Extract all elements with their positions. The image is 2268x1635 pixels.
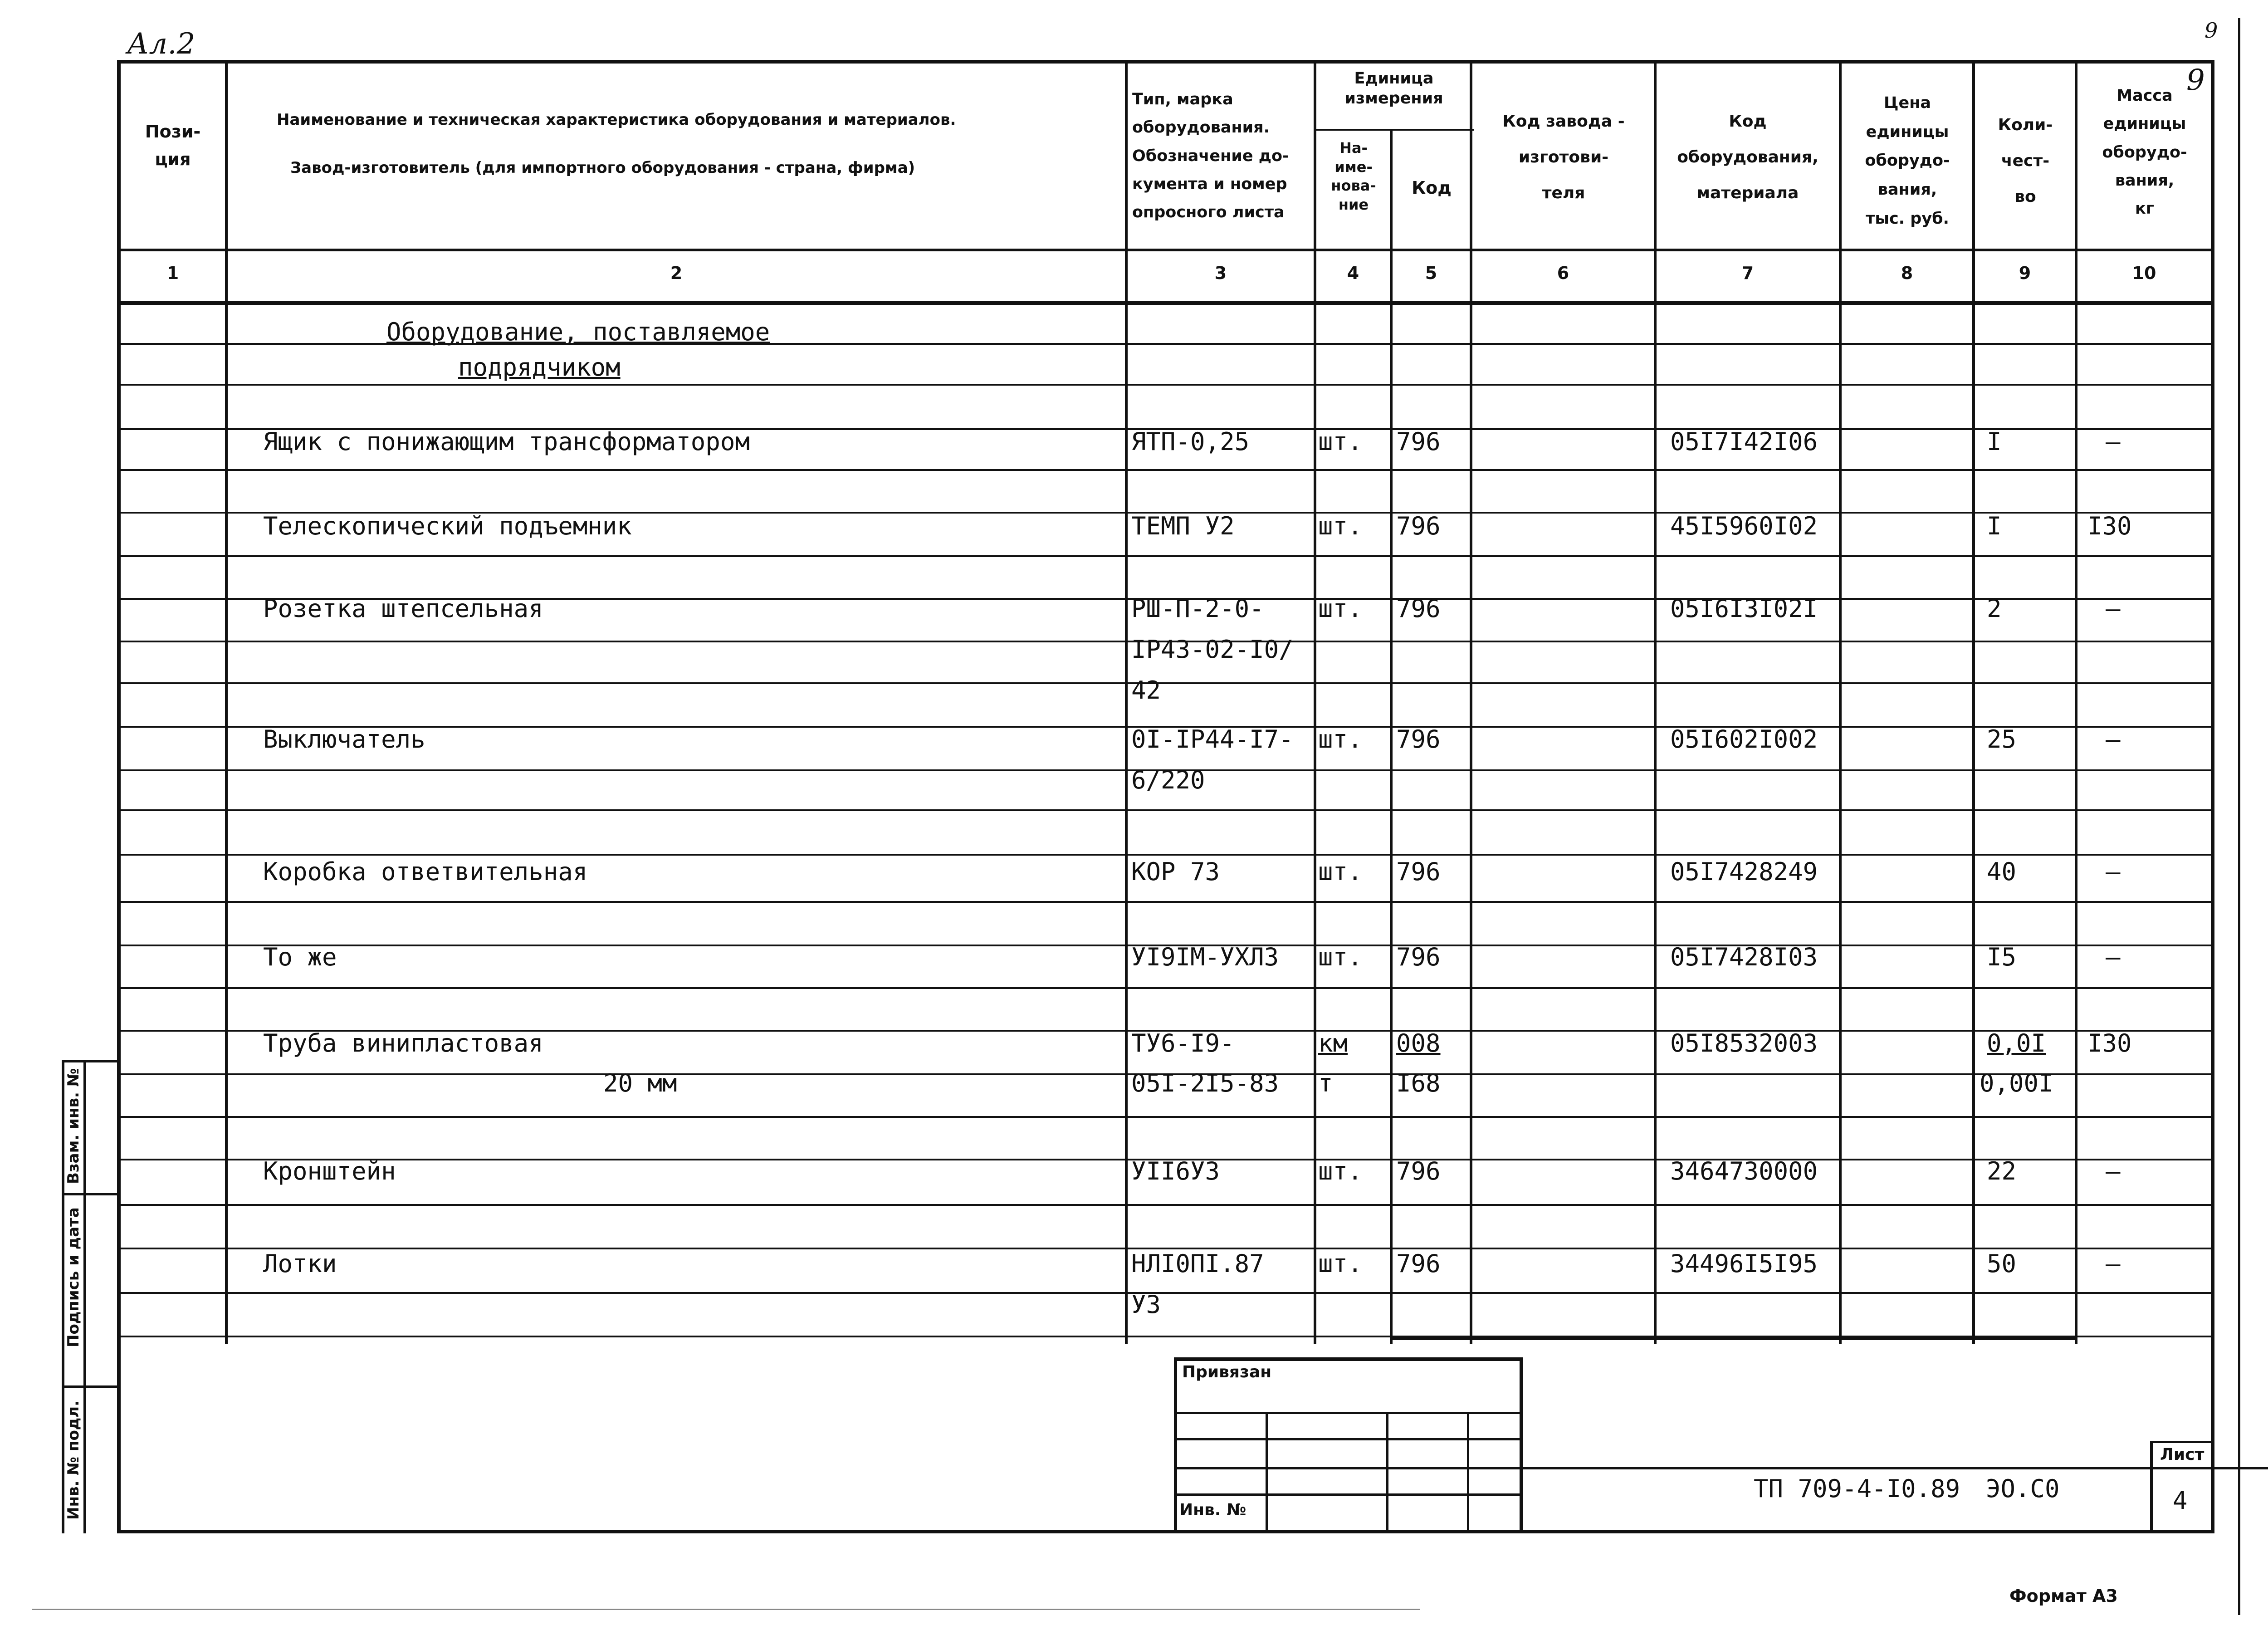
item-mass: – (2106, 725, 2121, 754)
row-line (117, 469, 2214, 471)
item-mass: – (2106, 943, 2121, 971)
hdr-price: Цена единицы оборудо- вания, тыс. руб. (1865, 94, 1950, 228)
frame-left (117, 60, 121, 1533)
item-quantity: 0,0I (1987, 1029, 2046, 1057)
item-quantity: I (1987, 512, 2002, 540)
item-quantity: I (1987, 427, 2002, 456)
format-label: Формат А3 (2009, 1586, 2118, 1606)
hdr-name-line2: Завод-изготовитель (для импортного оборудования - страна, фирма) (290, 159, 915, 177)
item-name: Коробка ответвительная (263, 857, 588, 886)
item-unit: шт. (1318, 512, 1363, 540)
item-mass: – (2106, 1249, 2121, 1278)
row-line (117, 854, 2214, 856)
tb-v2 (1386, 1412, 1388, 1533)
frame-top (117, 60, 2214, 64)
item-type: У3 (1131, 1290, 1161, 1319)
col-sep-5 (1470, 60, 1472, 1344)
tb-doc-suffix: ЭО.С0 (1986, 1474, 2060, 1503)
item-unit-code: 796 (1396, 857, 1441, 886)
tb-v1 (1266, 1412, 1268, 1533)
item-mass: I30 (2087, 512, 2132, 540)
tb-sheet-no: 4 (2173, 1486, 2188, 1515)
row-line (117, 809, 2214, 811)
item-type: ЯТП-0,25 (1131, 427, 1250, 456)
colnum-5: 5 (1425, 263, 1437, 283)
item-unit: шт. (1318, 1249, 1363, 1278)
item-unit-alt: т (1318, 1069, 1333, 1097)
item-unit: шт. (1318, 1157, 1363, 1185)
section-title-line1: Оборудование, поставляемое (386, 318, 770, 346)
item-material-code: 05I7I42I06 (1670, 427, 1818, 456)
item-quantity-alt: 0,00I (1980, 1069, 2053, 1097)
col-sep-8 (1972, 60, 1975, 1344)
item-name: То же (263, 943, 337, 971)
hdr-type: Тип, марка оборудования. Обозначение до- кумента и номер опросного листа (1132, 90, 1289, 222)
row-line (117, 1292, 2214, 1294)
item-name-detail: 20 мм (603, 1069, 677, 1097)
col-sep-7 (1839, 60, 1842, 1344)
tb-sheet-label: Лист (2160, 1445, 2204, 1464)
tb-sheet-box-left (2150, 1441, 2153, 1533)
item-type: УI9IМ-УХЛ3 (1131, 943, 1279, 971)
item-type: ТЕМП У2 (1131, 512, 1235, 540)
item-name: Ящик с понижающим трансформатором (263, 427, 750, 456)
item-unit: шт. (1318, 857, 1363, 886)
hdr-quantity: Коли- чест- во (1998, 116, 2053, 206)
side-stamp-signature: Подпись и дата (64, 1207, 83, 1347)
item-name: Выключатель (263, 725, 425, 754)
row-line (117, 384, 2214, 386)
tb-box-right (1520, 1357, 1523, 1533)
side-stamp-inv-podl: Инв. № подл. (64, 1400, 83, 1520)
tb-h4 (1174, 1493, 1522, 1496)
side-stamp-mid (83, 1060, 86, 1533)
side-stamp-div2 (62, 1385, 120, 1388)
col-sep-3 (1314, 60, 1316, 1344)
item-unit-code: 796 (1396, 512, 1441, 540)
item-material-code: 34496I5I95 (1670, 1249, 1818, 1278)
item-quantity: 40 (1987, 857, 2017, 886)
side-stamp-vzam: Взам. инв. № (64, 1068, 83, 1184)
item-name: Труба винипластовая (263, 1029, 543, 1057)
row-line (117, 1116, 2214, 1118)
section-title-line2: подрядчиком (458, 353, 621, 382)
colnum-6: 6 (1557, 263, 1569, 283)
tb-sheet-box-h (2150, 1441, 2214, 1443)
item-unit: шт. (1318, 943, 1363, 971)
hdr-line-2 (117, 301, 2214, 305)
colnum-4: 4 (1347, 263, 1359, 283)
corner-note: Ал.2 (127, 27, 196, 61)
item-quantity: 2 (1987, 594, 2002, 623)
frame-right (2211, 60, 2214, 1533)
item-type: IP43-02-I0/ (1131, 635, 1294, 664)
colnum-8: 8 (1901, 263, 1913, 283)
item-unit: шт. (1318, 594, 1363, 623)
item-unit-code: 796 (1396, 427, 1441, 456)
colnum-9: 9 (2019, 263, 2031, 283)
item-type: НЛI0ПI.87 (1131, 1249, 1264, 1278)
colnum-2: 2 (670, 263, 683, 283)
item-name: Кронштейн (263, 1157, 396, 1185)
col-sep-6 (1654, 60, 1657, 1344)
item-mass: I30 (2087, 1029, 2132, 1057)
item-mass: – (2106, 427, 2121, 456)
hdr-unit-name: На- име- нова- ние (1331, 139, 1376, 213)
colnum-10: 10 (2132, 263, 2156, 283)
item-material-code: 05I6I3I02I (1670, 594, 1818, 623)
hdr-name-line1: Наименование и техническая характеристика оборудования и материалов. (277, 111, 956, 129)
item-unit: шт. (1318, 725, 1363, 754)
col-sep-4 (1390, 129, 1393, 1344)
page-mark-handwritten: 9 (2186, 64, 2205, 97)
tb-h1 (1174, 1412, 1522, 1414)
tb-box-left (1174, 1357, 1177, 1533)
item-type: РШ-П-2-0- (1131, 594, 1264, 623)
tb-v3 (1467, 1412, 1469, 1533)
side-stamp-top (62, 1060, 120, 1062)
item-material-code: 05I8532003 (1670, 1029, 1818, 1057)
item-type: ТУ6-I9- (1131, 1029, 1235, 1057)
item-material-code: 05I7428I03 (1670, 943, 1818, 971)
tb-h3 (1174, 1467, 2268, 1469)
unit-sub-line (1315, 129, 1474, 131)
item-unit-code: 796 (1396, 943, 1441, 971)
item-quantity: 50 (1987, 1249, 2017, 1278)
item-material-code: 05I7428249 (1670, 857, 1818, 886)
item-type: КОР 73 (1131, 857, 1220, 886)
bottom-trim-line (32, 1609, 1420, 1610)
col-sep-9 (2075, 60, 2077, 1344)
row-line (117, 682, 2214, 684)
item-type: 42 (1131, 676, 1161, 705)
col-sep-2 (1125, 60, 1128, 1344)
row-line (117, 555, 2214, 557)
item-mass: – (2106, 1157, 2121, 1185)
item-name: Телескопический подъемник (263, 512, 632, 540)
item-type: 0I-IP44-I7- (1131, 725, 1294, 754)
item-unit-code: 008 (1396, 1029, 1441, 1057)
tb-box-top (1174, 1357, 1522, 1361)
row-line (117, 1204, 2214, 1206)
tb-doc-code: ТП 709-4-I0.89 (1754, 1474, 1960, 1503)
item-type: УII6У3 (1131, 1157, 1220, 1185)
hdr-factory-code: Код завода - изготови- теля (1502, 112, 1625, 203)
tb-privyazan: Привязан (1182, 1363, 1272, 1381)
item-quantity: I5 (1987, 943, 2017, 971)
hdr-unit-code: Код (1412, 178, 1452, 198)
item-mass: – (2106, 594, 2121, 623)
frame-bottom (117, 1530, 2214, 1533)
item-mass: – (2106, 857, 2121, 886)
row-line (117, 901, 2214, 903)
item-type: 05I-2I5-83 (1131, 1069, 1279, 1097)
col-sep-1 (225, 60, 228, 1344)
row-line (117, 987, 2214, 989)
colnum-7: 7 (1741, 263, 1754, 283)
item-unit-code: 796 (1396, 1157, 1441, 1185)
item-unit: шт. (1318, 427, 1363, 456)
hdr-mass: Масса единицы оборудо- вания, кг (2102, 87, 2187, 218)
item-type: 6/220 (1131, 766, 1205, 794)
colnum-1: 1 (166, 263, 179, 283)
item-name: Розетка штепсельная (263, 594, 543, 623)
item-name: Лотки (263, 1249, 337, 1278)
item-unit-code: 796 (1396, 594, 1441, 623)
colnum-3: 3 (1214, 263, 1227, 283)
item-unit-code: 796 (1396, 1249, 1441, 1278)
tb-h2 (1174, 1438, 1522, 1440)
item-quantity: 25 (1987, 725, 2017, 754)
hdr-position: Пози- ция (145, 122, 201, 169)
frame-right-outer (2238, 18, 2240, 1615)
item-material-code: 05I602I002 (1670, 725, 1818, 754)
page-mark-small: 9 (2204, 18, 2218, 43)
item-unit-code: 796 (1396, 725, 1441, 754)
row-line (117, 1336, 2214, 1337)
item-unit: км (1318, 1029, 1348, 1057)
item-material-code: 45I5960I02 (1670, 512, 1818, 540)
item-unit-code-alt: I68 (1396, 1069, 1441, 1097)
hdr-unit-group: Единица измерения (1344, 69, 1443, 108)
side-stamp-div1 (62, 1193, 120, 1195)
item-material-code: 3464730000 (1670, 1157, 1818, 1185)
hdr-material-code: Код оборудования, материала (1677, 112, 1818, 203)
item-quantity: 22 (1987, 1157, 2017, 1185)
hdr-line-1 (117, 249, 2214, 251)
tb-inv-no: Инв. № (1179, 1501, 1246, 1519)
tb-sheet-box-h2 (2150, 1467, 2214, 1469)
